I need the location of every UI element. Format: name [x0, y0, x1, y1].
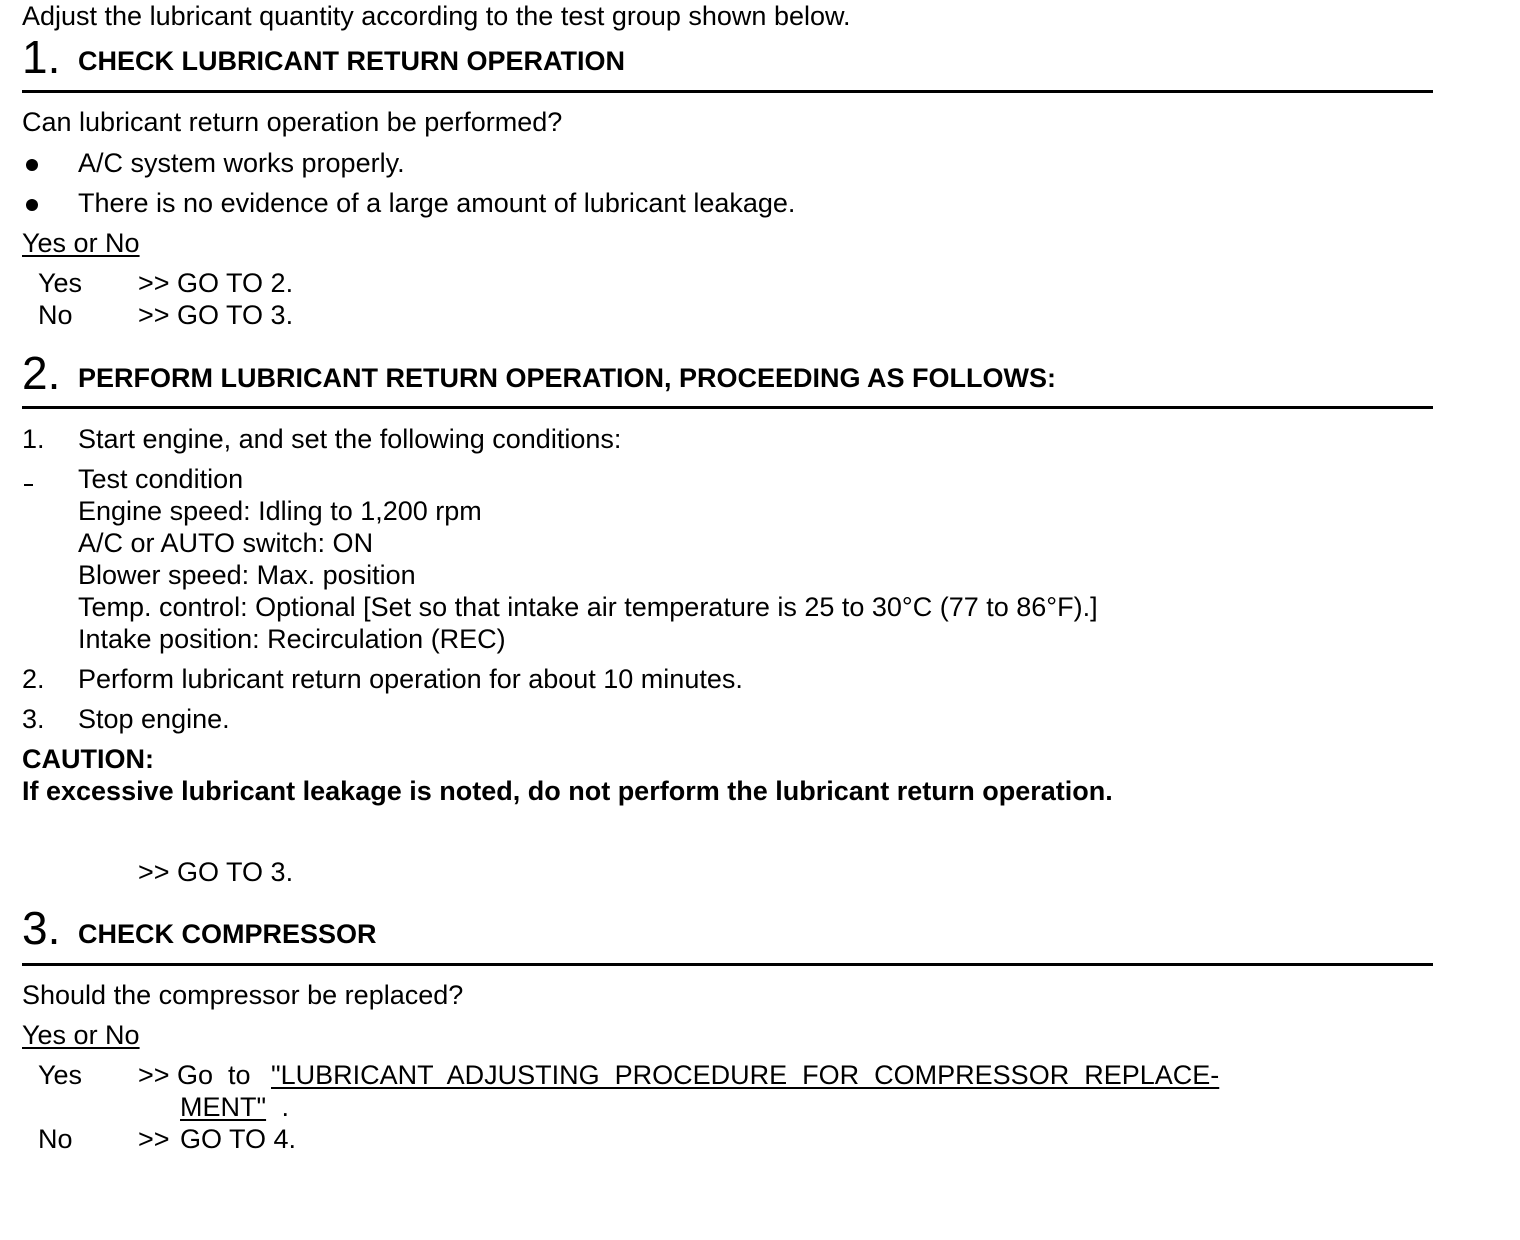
step2-divider [22, 406, 1433, 409]
step2-next-action[interactable]: >> GO TO 3. [138, 857, 294, 887]
step2-title: PERFORM LUBRICANT RETURN OPERATION, PROCEEDING AS FOLLOWS: [78, 363, 1056, 393]
compressor-replacement-link[interactable]: "LUBRICANT ADJUSTING PROCEDURE FOR COMPRESSOR REPLACE- [271, 1060, 1220, 1090]
compressor-replacement-link-cont[interactable]: MENT" [180, 1092, 267, 1122]
step2-item-1-text: Start engine, and set the following conditions: [78, 424, 622, 454]
condition-line: Blower speed: Max. position [78, 560, 416, 590]
step1-bullet-2: There is no evidence of a large amount of lubricant leakage. [78, 188, 796, 218]
step3-no-action[interactable]: GO TO 4. [180, 1124, 297, 1154]
step3-yes-or-no-heading: Yes or No [22, 1020, 140, 1050]
condition-line: Intake position: Recirculation (REC) [78, 624, 506, 654]
step3-no-label: No [38, 1124, 73, 1154]
step1-number: 1. [22, 31, 61, 83]
step2-item-1-marker: 1. [22, 424, 45, 454]
bullet-icon [26, 159, 38, 171]
caution-text: If excessive lubricant leakage is noted, do not perform the lubricant return operation. [22, 776, 1113, 806]
step2-item-2-text: Perform lubricant return operation for about 10 minutes. [78, 664, 743, 694]
dash-icon [24, 484, 33, 486]
step1-no-action[interactable]: >> GO TO 3. [138, 300, 294, 330]
step1-yes-or-no-heading: Yes or No [22, 228, 140, 258]
caution-label: CAUTION: [22, 744, 154, 774]
condition-line: A/C or AUTO switch: ON [78, 528, 374, 558]
intro-text: Adjust the lubricant quantity according to the test group shown below. [22, 1, 851, 31]
step3-title: CHECK COMPRESSOR [78, 919, 377, 949]
bullet-icon [26, 199, 38, 211]
step1-no-label: No [38, 300, 73, 330]
step1-question: Can lubricant return operation be performed? [22, 107, 563, 137]
step2-item-2-marker: 2. [22, 664, 45, 694]
step3-yes-label: Yes [38, 1060, 83, 1090]
step3-number: 3. [22, 902, 61, 954]
condition-line: Engine speed: Idling to 1,200 rpm [78, 496, 482, 526]
condition-line: Temp. control: Optional [Set so that intake air temperature is 25 to 30°C (77 to 86°F).] [78, 592, 1098, 622]
step1-bullet-1: A/C system works properly. [78, 148, 405, 178]
step3-no-action-prefix: >> [138, 1124, 178, 1154]
step2-item-3-text: Stop engine. [78, 704, 230, 734]
step2-number: 2. [22, 347, 61, 399]
step1-divider [22, 90, 1433, 93]
step3-yes-suffix: . [274, 1092, 290, 1122]
step2-item-3-marker: 3. [22, 704, 45, 734]
step1-yes-action[interactable]: >> GO TO 2. [138, 268, 294, 298]
step1-yes-label: Yes [38, 268, 83, 298]
step3-question: Should the compressor be replaced? [22, 980, 464, 1010]
step3-divider [22, 963, 1433, 966]
condition-line: Test condition [78, 464, 244, 494]
step1-title: CHECK LUBRICANT RETURN OPERATION [78, 46, 625, 76]
step3-yes-prefix: >> Go to [138, 1060, 251, 1090]
